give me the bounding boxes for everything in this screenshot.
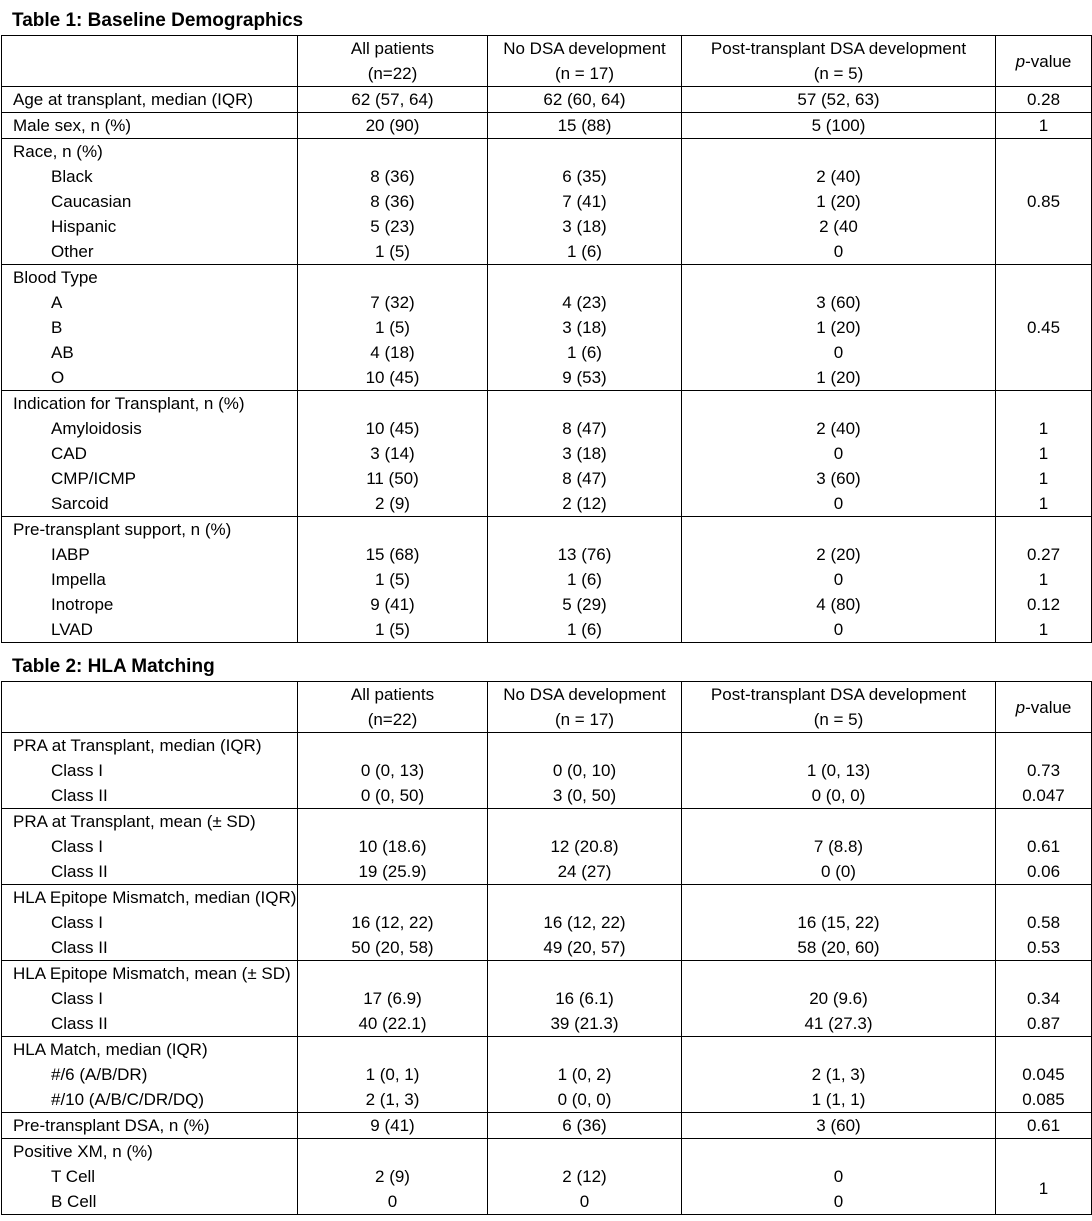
post-dsa-cell xyxy=(682,961,996,1037)
post-dsa-cell xyxy=(682,1113,996,1139)
pvalue-cell xyxy=(996,733,1092,809)
label-cell xyxy=(2,113,298,139)
pvalue: 0.73 xyxy=(1026,761,1061,780)
pvalue-header-rest: -value xyxy=(1025,697,1072,717)
pvalue-cell xyxy=(996,1113,1092,1139)
pvalue-cell xyxy=(996,885,1092,961)
row-label: T Cell xyxy=(51,1167,96,1186)
no-dsa-value: 0 xyxy=(579,1192,590,1211)
pvalue-header xyxy=(996,36,1092,87)
group-header: HLA Epitope Mismatch, mean (± SD) xyxy=(13,964,291,983)
table-row-group xyxy=(2,113,1092,139)
all-patients-value: 1 (5) xyxy=(375,620,410,639)
all-patients-value: 10 (18.6) xyxy=(358,837,427,856)
table-row-group xyxy=(2,139,1092,265)
post-dsa-value: 1 (20) xyxy=(816,192,861,211)
row-label: Class II xyxy=(51,938,108,957)
all-patients-value: 8 (36) xyxy=(370,167,415,186)
all-patients-value: 0 xyxy=(387,1192,398,1211)
row-label: Pre-transplant DSA, n (%) xyxy=(13,1116,210,1135)
no-dsa-cell xyxy=(488,265,682,391)
column-header-title: No DSA development xyxy=(503,685,666,704)
pvalue: 0.28 xyxy=(1026,90,1061,109)
row-label: Class I xyxy=(51,913,103,932)
all-patients-value: 1 (5) xyxy=(375,242,410,261)
column-header-count: (n=22) xyxy=(367,64,418,83)
all-patients-value: 1 (5) xyxy=(375,318,410,337)
no-dsa-value: 1 (6) xyxy=(567,242,602,261)
row-label: CAD xyxy=(51,444,87,463)
row-label: Class I xyxy=(51,761,103,780)
row-label: B Cell xyxy=(51,1192,97,1211)
pvalue-cell xyxy=(996,1037,1092,1113)
table-row-group xyxy=(2,961,1092,1037)
post-dsa-cell xyxy=(682,87,996,113)
no-dsa-cell xyxy=(488,139,682,265)
all-patients-cell xyxy=(298,391,488,517)
row-label: B xyxy=(51,318,63,337)
post-dsa-cell xyxy=(682,885,996,961)
post-dsa-value: 1 (1, 1) xyxy=(811,1090,866,1109)
all-patients-value: 3 (14) xyxy=(370,444,415,463)
column-header xyxy=(488,36,682,87)
all-patients-value: 20 (90) xyxy=(365,116,420,135)
pvalue: 0.34 xyxy=(1026,989,1061,1008)
group-header: Blood Type xyxy=(13,268,98,287)
post-dsa-value: 1 (20) xyxy=(816,368,861,387)
all-patients-value: 15 (68) xyxy=(365,545,420,564)
post-dsa-value: 4 (80) xyxy=(816,595,861,614)
pvalue-cell xyxy=(996,809,1092,885)
all-patients-value: 10 (45) xyxy=(365,368,420,387)
post-dsa-value: 0 xyxy=(833,343,844,362)
row-label: Class II xyxy=(51,1014,108,1033)
column-header-count: (n = 17) xyxy=(554,64,615,83)
table-row-group xyxy=(2,733,1092,809)
column-header xyxy=(298,36,488,87)
post-dsa-value: 0 xyxy=(833,620,844,639)
column-header xyxy=(682,36,996,87)
all-patients-cell xyxy=(298,885,488,961)
no-dsa-value: 24 (27) xyxy=(557,862,612,881)
post-dsa-value: 0 xyxy=(833,494,844,513)
no-dsa-value: 1 (6) xyxy=(567,620,602,639)
no-dsa-value: 2 (12) xyxy=(562,1167,607,1186)
pvalue: 0.61 xyxy=(1026,837,1061,856)
pvalue: 0.12 xyxy=(1026,595,1061,614)
pvalue-cell xyxy=(996,113,1092,139)
group-header: Positive XM, n (%) xyxy=(13,1142,153,1161)
post-dsa-value: 3 (60) xyxy=(816,293,861,312)
all-patients-value: 5 (23) xyxy=(370,217,415,236)
post-dsa-value: 2 (20) xyxy=(816,545,861,564)
pvalue: 0.58 xyxy=(1026,913,1061,932)
label-cell xyxy=(2,391,298,517)
header-blank xyxy=(2,36,298,87)
pvalue: 0.047 xyxy=(1022,786,1065,805)
post-dsa-value: 57 (52, 63) xyxy=(797,90,880,109)
all-patients-cell xyxy=(298,733,488,809)
pvalue-cell xyxy=(996,391,1092,517)
no-dsa-value: 13 (76) xyxy=(557,545,612,564)
no-dsa-cell xyxy=(488,391,682,517)
baseline-demographics-table xyxy=(1,35,1092,643)
column-header-count: (n=22) xyxy=(367,710,418,729)
column-header-count: (n = 5) xyxy=(813,710,864,729)
post-dsa-cell xyxy=(682,1139,996,1215)
row-label: Impella xyxy=(51,570,106,589)
table-row-group xyxy=(2,885,1092,961)
label-cell xyxy=(2,961,298,1037)
row-label: Class II xyxy=(51,786,108,805)
no-dsa-value: 5 (29) xyxy=(562,595,607,614)
no-dsa-cell xyxy=(488,733,682,809)
post-dsa-value: 5 (100) xyxy=(811,116,866,135)
group-header: Pre-transplant support, n (%) xyxy=(13,520,232,539)
no-dsa-value: 1 (6) xyxy=(567,570,602,589)
pvalue-header-rest: -value xyxy=(1025,51,1072,71)
post-dsa-cell xyxy=(682,809,996,885)
group-header: Race, n (%) xyxy=(13,142,103,161)
pvalue: 1 xyxy=(1038,469,1049,488)
label-cell xyxy=(2,265,298,391)
column-header-count: (n = 17) xyxy=(554,710,615,729)
no-dsa-cell xyxy=(488,113,682,139)
post-dsa-value: 7 (8.8) xyxy=(813,837,864,856)
post-dsa-value: 3 (60) xyxy=(816,469,861,488)
pvalue-cell xyxy=(996,961,1092,1037)
all-patients-cell xyxy=(298,265,488,391)
no-dsa-value: 9 (53) xyxy=(562,368,607,387)
post-dsa-value: 2 (1, 3) xyxy=(811,1065,866,1084)
all-patients-cell xyxy=(298,87,488,113)
all-patients-value: 17 (6.9) xyxy=(363,989,422,1008)
post-dsa-value: 58 (20, 60) xyxy=(797,938,880,957)
no-dsa-value: 2 (12) xyxy=(562,494,607,513)
row-label: Class II xyxy=(51,862,108,881)
all-patients-value: 0 (0, 50) xyxy=(360,786,425,805)
pvalue-cell xyxy=(996,1139,1092,1215)
table-row-group xyxy=(2,265,1092,391)
pvalue: 0.87 xyxy=(1026,1014,1061,1033)
no-dsa-value: 12 (20.8) xyxy=(550,837,619,856)
post-dsa-value: 2 (40) xyxy=(816,419,861,438)
pvalue-header xyxy=(996,682,1092,733)
all-patients-cell xyxy=(298,1139,488,1215)
row-label: Hispanic xyxy=(51,217,117,236)
all-patients-value: 19 (25.9) xyxy=(358,862,427,881)
post-dsa-value: 2 (40) xyxy=(816,167,861,186)
all-patients-value: 10 (45) xyxy=(365,419,420,438)
label-cell xyxy=(2,517,298,643)
all-patients-cell xyxy=(298,113,488,139)
all-patients-cell xyxy=(298,1113,488,1139)
post-dsa-value: 1 (20) xyxy=(816,318,861,337)
column-header-title: No DSA development xyxy=(503,39,666,58)
row-label: Age at transplant, median (IQR) xyxy=(13,90,254,109)
column-header-title: All patients xyxy=(350,39,435,58)
group-header: Indication for Transplant, n (%) xyxy=(13,394,245,413)
column-header-count: (n = 5) xyxy=(813,64,864,83)
all-patients-value: 2 (9) xyxy=(375,1167,410,1186)
row-label: LVAD xyxy=(51,620,93,639)
pvalue: 0.06 xyxy=(1026,862,1061,881)
no-dsa-value: 0 (0, 0) xyxy=(557,1090,612,1109)
no-dsa-cell xyxy=(488,517,682,643)
all-patients-value: 9 (41) xyxy=(370,595,415,614)
row-label: AB xyxy=(51,343,74,362)
no-dsa-value: 8 (47) xyxy=(562,469,607,488)
table-row-group xyxy=(2,87,1092,113)
header-blank xyxy=(2,682,298,733)
pvalue: 0.85 xyxy=(1026,192,1061,211)
no-dsa-value: 0 (0, 10) xyxy=(552,761,617,780)
row-label: A xyxy=(51,293,63,312)
row-label: Class I xyxy=(51,837,103,856)
no-dsa-value: 16 (6.1) xyxy=(555,989,614,1008)
pvalue: 0.61 xyxy=(1026,1116,1061,1135)
all-patients-value: 1 (5) xyxy=(375,570,410,589)
no-dsa-cell xyxy=(488,885,682,961)
all-patients-value: 40 (22.1) xyxy=(358,1014,427,1033)
group-header: PRA at Transplant, median (IQR) xyxy=(13,736,262,755)
column-header xyxy=(488,682,682,733)
row-label: O xyxy=(51,368,65,387)
table-row-group xyxy=(2,1139,1092,1215)
row-label: IABP xyxy=(51,545,90,564)
post-dsa-value: 1 (0, 13) xyxy=(806,761,871,780)
column-header-title: Post-transplant DSA development xyxy=(710,685,967,704)
no-dsa-cell xyxy=(488,1139,682,1215)
row-label: Male sex, n (%) xyxy=(13,116,132,135)
table-row-group xyxy=(2,517,1092,643)
row-label: Caucasian xyxy=(51,192,132,211)
pvalue: 1 xyxy=(1038,444,1049,463)
post-dsa-value: 0 (0, 0) xyxy=(811,786,866,805)
label-cell xyxy=(2,809,298,885)
all-patients-value: 4 (18) xyxy=(370,343,415,362)
all-patients-value: 50 (20, 58) xyxy=(351,938,434,957)
label-cell xyxy=(2,1113,298,1139)
all-patients-value: 1 (0, 1) xyxy=(365,1065,420,1084)
post-dsa-value: 0 xyxy=(833,570,844,589)
post-dsa-value: 16 (15, 22) xyxy=(797,913,880,932)
table-row-group xyxy=(2,1113,1092,1139)
pvalue: 1 xyxy=(1038,116,1049,135)
label-cell xyxy=(2,139,298,265)
all-patients-value: 7 (32) xyxy=(370,293,415,312)
header-row xyxy=(2,36,1092,87)
table-row-group xyxy=(2,809,1092,885)
pvalue-header-p: p xyxy=(1015,51,1026,71)
row-label: Black xyxy=(51,167,93,186)
post-dsa-value: 3 (60) xyxy=(816,1116,861,1135)
hla-matching-table xyxy=(1,681,1092,1215)
no-dsa-cell xyxy=(488,961,682,1037)
column-header-title: All patients xyxy=(350,685,435,704)
no-dsa-value: 6 (35) xyxy=(562,167,607,186)
no-dsa-cell xyxy=(488,1037,682,1113)
pvalue-cell xyxy=(996,87,1092,113)
no-dsa-value: 39 (21.3) xyxy=(550,1014,619,1033)
column-header xyxy=(682,682,996,733)
all-patients-value: 2 (1, 3) xyxy=(365,1090,420,1109)
post-dsa-cell xyxy=(682,139,996,265)
label-cell xyxy=(2,1139,298,1215)
all-patients-value: 9 (41) xyxy=(370,1116,415,1135)
no-dsa-value: 7 (41) xyxy=(562,192,607,211)
table-row-group xyxy=(2,1037,1092,1113)
no-dsa-value: 16 (12, 22) xyxy=(543,913,626,932)
all-patients-value: 2 (9) xyxy=(375,494,410,513)
table2-title: Table 2: HLA Matching xyxy=(12,656,215,677)
pvalue: 1 xyxy=(1038,620,1049,639)
no-dsa-cell xyxy=(488,1113,682,1139)
all-patients-value: 62 (57, 64) xyxy=(351,90,434,109)
post-dsa-value: 0 xyxy=(833,242,844,261)
all-patients-value: 16 (12, 22) xyxy=(351,913,434,932)
group-header: PRA at Transplant, mean (± SD) xyxy=(13,812,256,831)
post-dsa-value: 20 (9.6) xyxy=(809,989,868,1008)
pvalue: 0.27 xyxy=(1026,545,1061,564)
pvalue: 1 xyxy=(1038,1179,1049,1198)
post-dsa-cell xyxy=(682,113,996,139)
post-dsa-cell xyxy=(682,391,996,517)
pvalue-cell xyxy=(996,139,1092,265)
all-patients-cell xyxy=(298,1037,488,1113)
label-cell xyxy=(2,885,298,961)
group-header: HLA Match, median (IQR) xyxy=(13,1040,208,1059)
no-dsa-value: 4 (23) xyxy=(562,293,607,312)
all-patients-cell xyxy=(298,517,488,643)
no-dsa-value: 3 (18) xyxy=(562,217,607,236)
label-cell xyxy=(2,1037,298,1113)
pvalue-cell xyxy=(996,517,1092,643)
post-dsa-value: 0 xyxy=(833,1167,844,1186)
post-dsa-value: 0 xyxy=(833,1192,844,1211)
row-label: CMP/ICMP xyxy=(51,469,136,488)
row-label: Sarcoid xyxy=(51,494,109,513)
label-cell xyxy=(2,733,298,809)
pvalue: 1 xyxy=(1038,570,1049,589)
no-dsa-value: 3 (18) xyxy=(562,444,607,463)
post-dsa-value: 2 (40 xyxy=(819,217,858,236)
pvalue-cell xyxy=(996,265,1092,391)
no-dsa-value: 15 (88) xyxy=(557,116,612,135)
header-row xyxy=(2,682,1092,733)
pvalue: 0.53 xyxy=(1026,938,1061,957)
row-label: Other xyxy=(51,242,94,261)
all-patients-value: 0 (0, 13) xyxy=(360,761,425,780)
post-dsa-cell xyxy=(682,1037,996,1113)
no-dsa-value: 3 (18) xyxy=(562,318,607,337)
no-dsa-value: 3 (0, 50) xyxy=(552,786,617,805)
pvalue: 1 xyxy=(1038,419,1049,438)
post-dsa-cell xyxy=(682,517,996,643)
all-patients-cell xyxy=(298,139,488,265)
pvalue: 1 xyxy=(1038,494,1049,513)
row-label: Class I xyxy=(51,989,103,1008)
post-dsa-cell xyxy=(682,265,996,391)
pvalue: 0.085 xyxy=(1022,1090,1065,1109)
row-label: Inotrope xyxy=(51,595,114,614)
no-dsa-cell xyxy=(488,87,682,113)
group-header: HLA Epitope Mismatch, median (IQR) xyxy=(13,888,297,907)
post-dsa-cell xyxy=(682,733,996,809)
no-dsa-value: 49 (20, 57) xyxy=(543,938,626,957)
row-label: #/10 (A/B/C/DR/DQ) xyxy=(51,1090,205,1109)
no-dsa-value: 6 (36) xyxy=(562,1116,607,1135)
pvalue: 0.45 xyxy=(1026,318,1061,337)
table1-title: Table 1: Baseline Demographics xyxy=(12,10,304,31)
column-header xyxy=(298,682,488,733)
post-dsa-value: 0 xyxy=(833,444,844,463)
all-patients-cell xyxy=(298,961,488,1037)
row-label: Amyloidosis xyxy=(51,419,142,438)
post-dsa-value: 41 (27.3) xyxy=(804,1014,873,1033)
all-patients-value: 8 (36) xyxy=(370,192,415,211)
label-cell xyxy=(2,87,298,113)
pvalue-header-p: p xyxy=(1015,697,1026,717)
pvalue: 0.045 xyxy=(1022,1065,1065,1084)
post-dsa-value: 0 (0) xyxy=(821,862,856,881)
no-dsa-value: 1 (6) xyxy=(567,343,602,362)
table-row-group xyxy=(2,391,1092,517)
column-header-title: Post-transplant DSA development xyxy=(710,39,967,58)
no-dsa-value: 62 (60, 64) xyxy=(543,90,626,109)
no-dsa-value: 1 (0, 2) xyxy=(557,1065,612,1084)
all-patients-value: 11 (50) xyxy=(366,469,419,488)
all-patients-cell xyxy=(298,809,488,885)
no-dsa-value: 8 (47) xyxy=(562,419,607,438)
row-label: #/6 (A/B/DR) xyxy=(51,1065,148,1084)
no-dsa-cell xyxy=(488,809,682,885)
